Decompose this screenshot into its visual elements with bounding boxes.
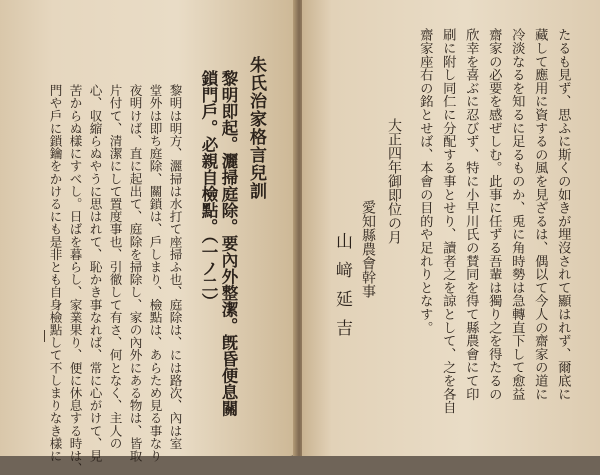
signer-name: 山﨑延吉 [332, 232, 352, 348]
maxim-text-line-1: 黎明即起。灑掃庭除。要內外整潔。旣昏便息關 [219, 70, 238, 417]
preface-line: 齋家の必要を感ぜしむ。此事に任ずる吾輩は獨り之を得たるの [486, 28, 502, 401]
margin-mark [44, 330, 49, 342]
preface-line: 藏して應用に資するの風を見ざるは、偶以て今人の齋家の道に [532, 28, 548, 401]
explanation-line: 心、収縮らぬやうに思はれて、恥かき事なれば、常に心がけて、見 [87, 84, 103, 462]
explanation-line: 夜明けば、直に起出て、庭除を掃除し、家の內外にある物は、皆取 [127, 84, 143, 462]
preface-line: 欣幸を喜ぶに忍びず、特に小早川氏の賛同を得て縣農會にて印 [463, 28, 479, 401]
explanation-line: 苦からぬ樣にすべし。日ばを暮らし、家業果り、便に休息する時は、 [67, 84, 83, 475]
preface-line: 冷淡なるを知るに足るものか、兎に角時勢は急轉直下して愈益 [509, 28, 525, 401]
preface-line: たるも見ず、思ふに斯くの如きが埋沒されて顯はれず、爾底に [555, 28, 571, 401]
explanation-line: 門や戶に鎖鑰をかけるにも是非とも自身檢點して不しまりなき樣に [47, 84, 63, 462]
maxim-title: 朱氏治家格言兒訓 [246, 56, 266, 200]
right-page [302, 0, 600, 456]
left-page [0, 0, 296, 475]
preface-line: 刷に附し同仁に分配する事とせり、讀者之を諒として、之を各自 [440, 28, 456, 414]
maxim-text-line-2: 鎖門戶。必親自檢點。（一ノ二） [199, 70, 218, 310]
explanation-line: 片付て、清潔にして置度事也、引徹して有さ、何となく、主人の [107, 84, 123, 450]
explanation-line: 堂外は即ち庭除、關鎖は、戶しまり、檢點は、あらため見る事なり [147, 84, 163, 462]
explanation-line: 黎明は明方、灑掃は水打て座掃ふ也、庭除は、には路次、內は室 [167, 84, 183, 450]
signer-organization: 愛知縣農會幹事 [360, 200, 376, 298]
preface-date: 大正四年御即位の月 [386, 118, 402, 244]
preface-line: 齋家座右の銘とせば、本會の目的や足れりとなす。 [417, 28, 433, 334]
